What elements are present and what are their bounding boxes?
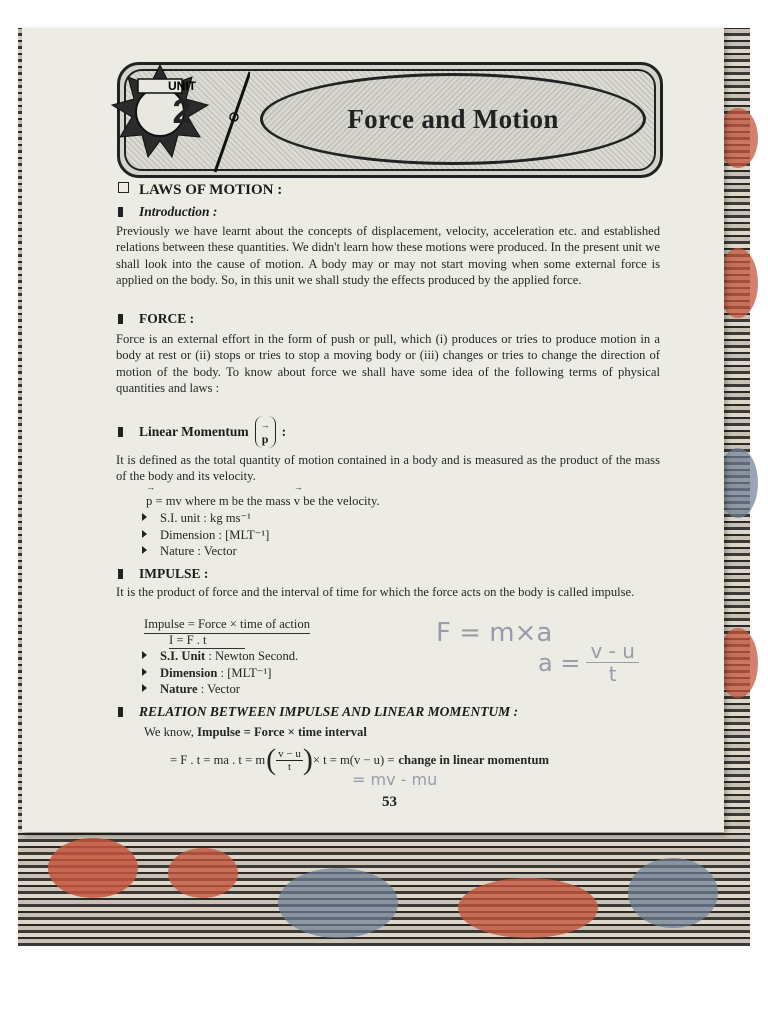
fabric-pattern	[718, 628, 758, 698]
unit-number: 2	[172, 93, 192, 131]
intro-heading: Introduction :	[118, 204, 217, 220]
relation-equation: = F . t = ma . t = m ( $\frac{v - u}{t}$ ) × t = m(v − u) = change in linear momentum	[170, 743, 549, 776]
bullet-triangle-icon	[142, 684, 147, 692]
impulse-properties	[142, 648, 298, 698]
unit-banner	[117, 62, 663, 178]
bullet-block-icon	[118, 207, 123, 217]
list-item: Dimension : [MLT⁻¹]	[142, 665, 298, 682]
fabric-pattern	[718, 108, 758, 168]
impulse-definition: Impulse = Force × time of action	[144, 617, 310, 634]
relation-statement: We know, Impulse = Force × time interval	[144, 725, 367, 739]
fabric-pattern	[718, 448, 758, 518]
handwritten-note: F = m×a	[436, 618, 553, 648]
impulse-formula: I = F . t	[169, 633, 245, 649]
list-item: Dimension : [MLT⁻¹]	[142, 527, 269, 544]
chapter-title: Force and Motion	[347, 103, 559, 134]
intro-paragraph: Previously we have learnt about the concepts of displacement, velocity, acceleration etc. and established relations between these quantities. We didn't learn how these motions were produced. In the present unit we shall look into the cause of motion. A body may or may not start moving when some external force is applied on the body. So, in this unit we shall study the effects produced by the applied force.	[116, 224, 660, 287]
fabric-pattern	[628, 858, 718, 928]
bullet-block-icon	[118, 314, 123, 324]
fabric-pattern	[168, 848, 238, 898]
book-page	[22, 28, 724, 832]
force-paragraph: Force is an external effort in the form of push or pull, which (i) produces or tries to produce motion in a body at rest or (ii) stops or tries to stop a moving body or (iii) changes or tries to change the direction of motion of the body. To know about force we shall have some idea of the following terms of physical quantities and laws :	[116, 332, 660, 395]
bullet-triangle-icon	[142, 513, 147, 521]
laws-heading: LAWS OF MOTION :	[118, 182, 282, 199]
bullet-block-icon	[118, 569, 123, 579]
bullet-triangle-icon	[142, 668, 147, 676]
fabric-pattern	[278, 868, 398, 938]
unit-label: UNIT	[168, 79, 196, 93]
bullet-block-icon	[118, 427, 123, 437]
impulse-heading: IMPULSE :	[118, 566, 208, 582]
fabric-pattern	[718, 248, 758, 318]
list-item: S.I. Unit : Newton Second.	[142, 648, 298, 665]
relation-heading: RELATION BETWEEN IMPULSE AND LINEAR MOMENTUM :	[118, 704, 518, 720]
fabric-pattern	[48, 838, 138, 898]
bullet-block-icon	[118, 707, 123, 717]
force-heading: FORCE :	[118, 311, 194, 327]
momentum-formula: → p = mv where m be the mass → v be the velocity.	[146, 494, 380, 509]
momentum-symbol: → p	[255, 416, 276, 448]
list-item: Nature : Vector	[142, 681, 298, 698]
bullet-triangle-icon	[142, 651, 147, 659]
list-item: S.I. unit : kg ms⁻¹	[142, 510, 269, 527]
handwritten-note: = mv - mu	[352, 770, 438, 789]
fabric-pattern	[458, 878, 598, 938]
bullet-triangle-icon	[142, 530, 147, 538]
checkbox-square-icon	[118, 182, 129, 193]
handwritten-note: a = $\frac{v - u}{t}$	[538, 640, 639, 685]
bullet-triangle-icon	[142, 546, 147, 554]
momentum-heading: Linear Momentum → p :	[118, 416, 286, 448]
impulse-paragraph: It is the product of force and the interval of time for which the force acts on the body is called impulse.	[116, 585, 635, 599]
list-item: Nature : Vector	[142, 543, 269, 560]
fraction: $\frac{v - u}{t}$	[278, 747, 301, 773]
page-number: 53	[382, 794, 397, 810]
momentum-properties	[142, 510, 269, 560]
title-oval	[260, 73, 646, 165]
momentum-paragraph: It is defined as the total quantity of motion contained in a body and is measured as the product of the mass of the body and its velocity.	[116, 453, 660, 484]
